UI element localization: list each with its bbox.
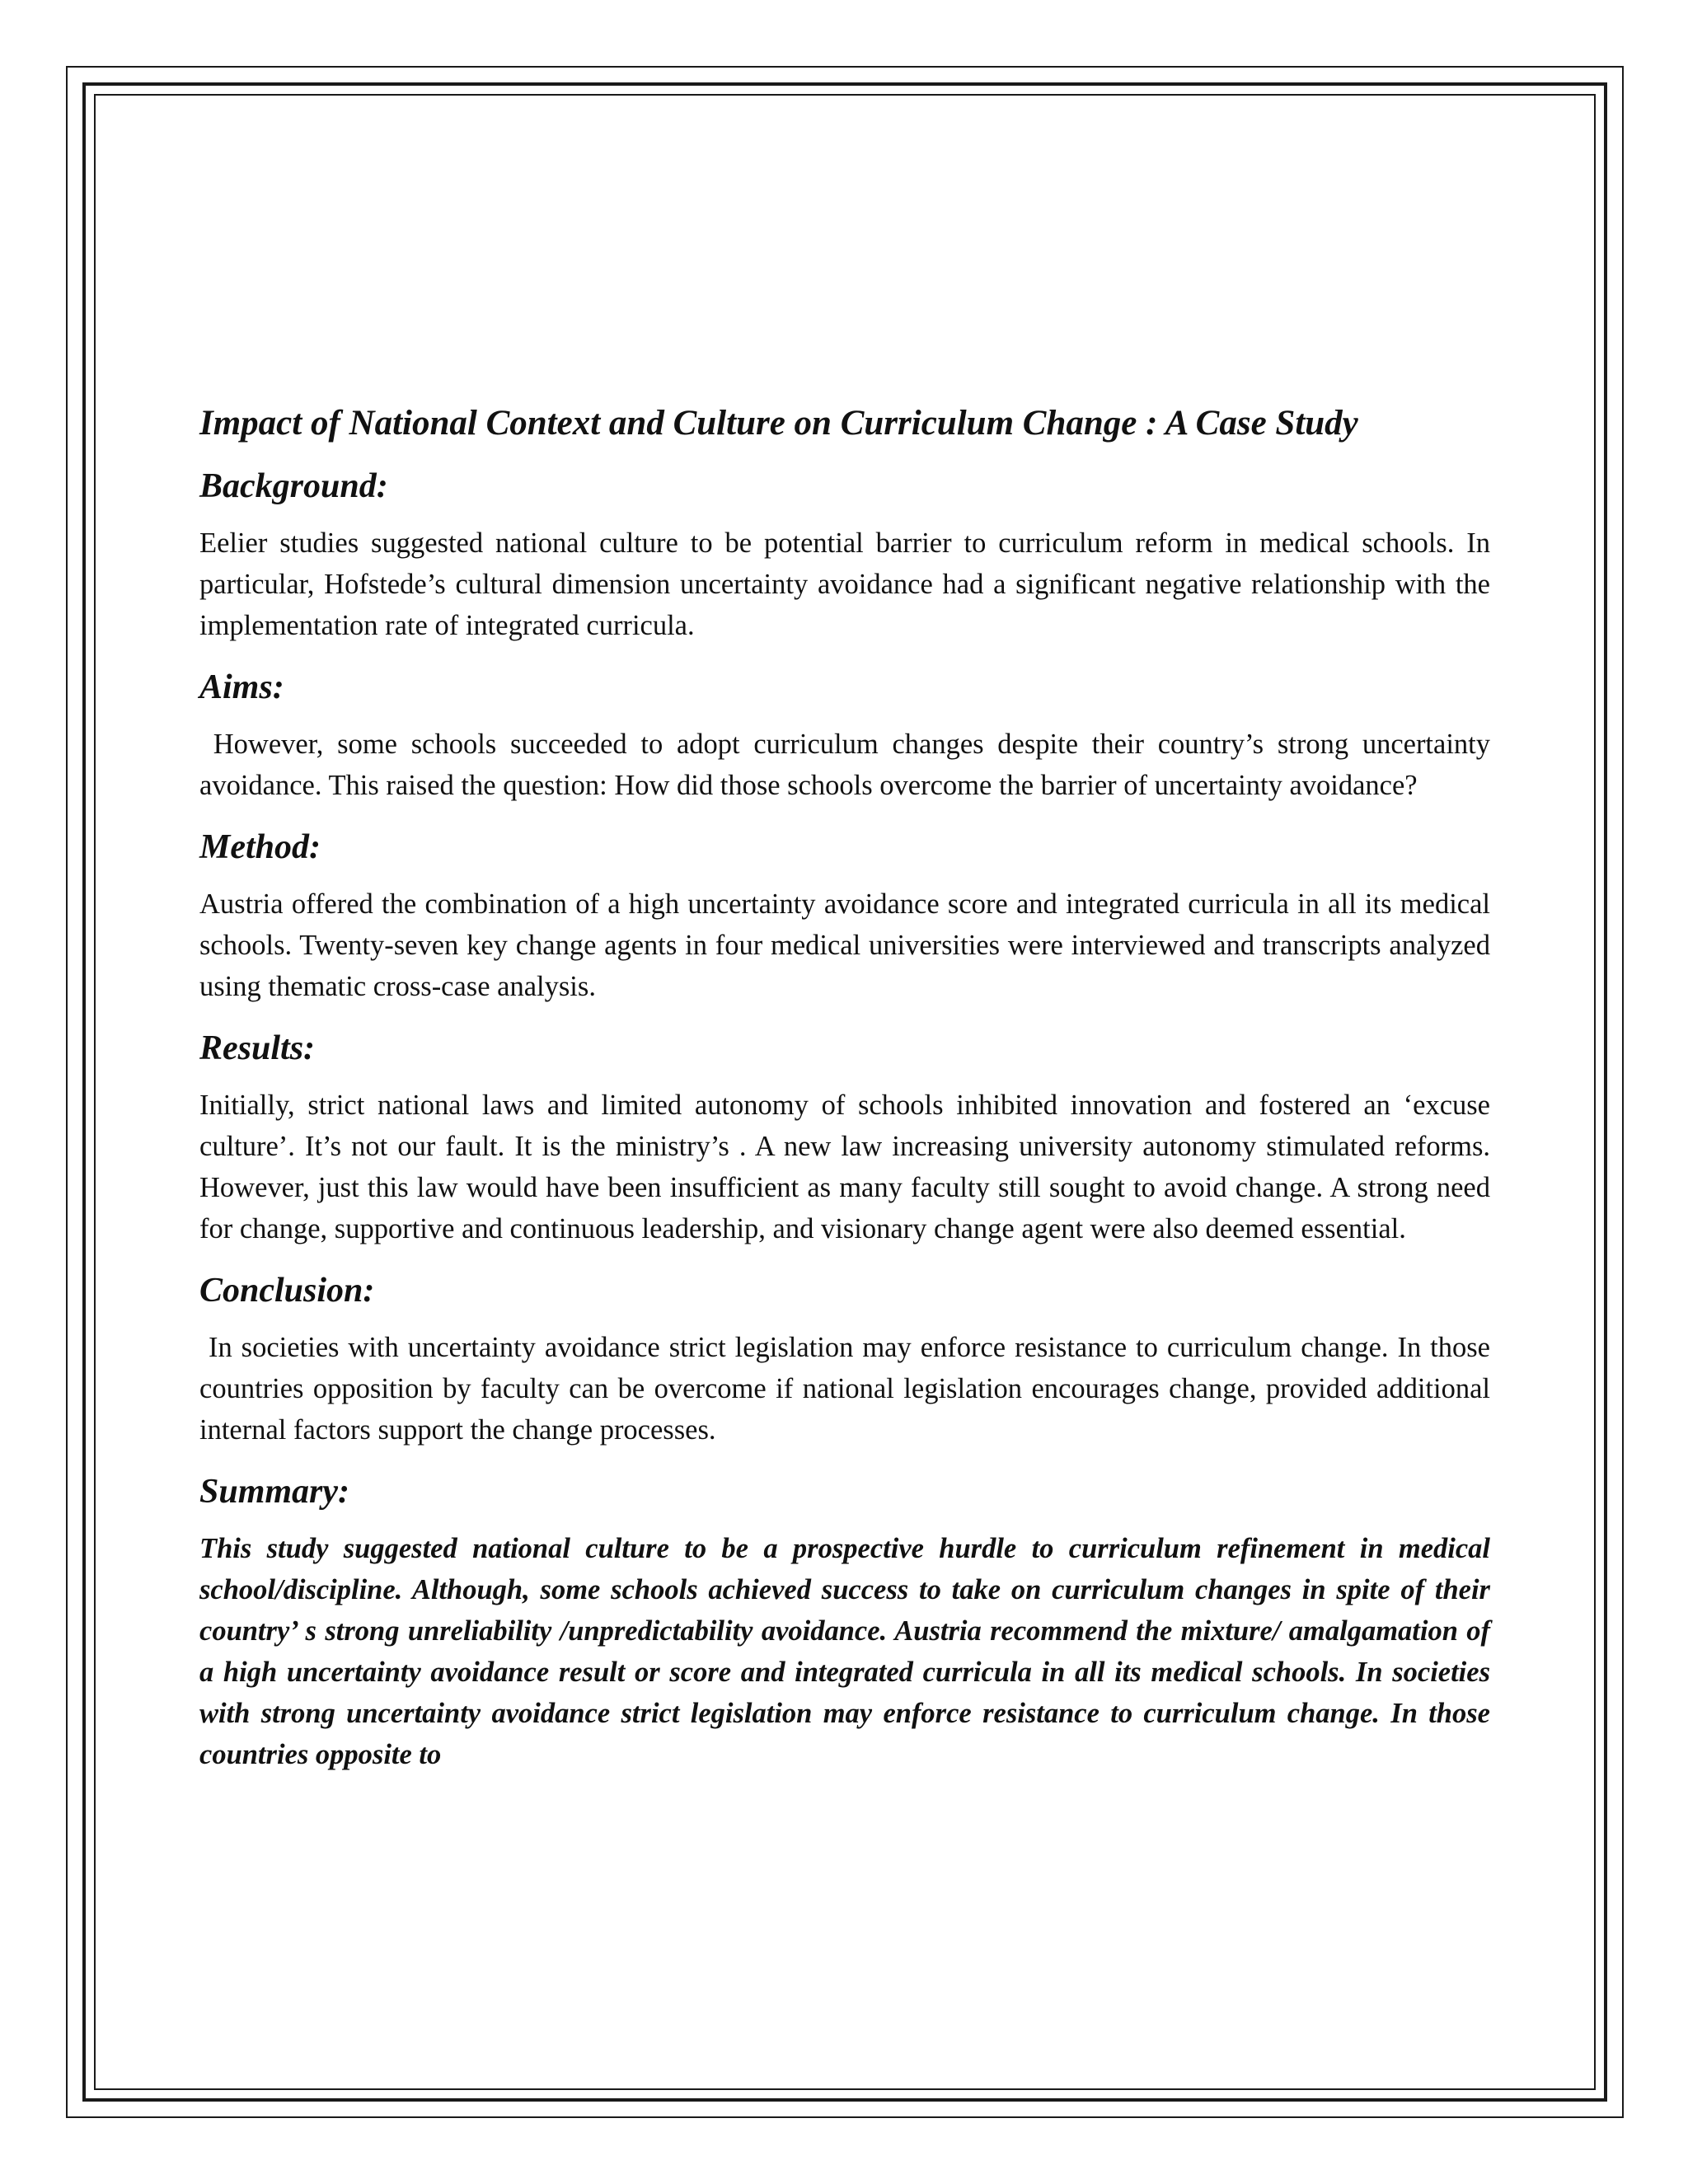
aims-text: However, some schools succeeded to adopt curriculum changes despite their country’s strong uncertainty avoidance. This raised the question: How did those schools overcome the barrier of uncertainty avoidance? [199, 729, 1498, 801]
background-text: Eelier studies suggested national culture to be potential barrier to curriculum reform in medical schools. In particular, Hofstede’s cultural dimension uncertainty avoidance had a significant negative relationship with the implementation rate of integrated curricula. [199, 527, 1490, 641]
results-heading: Results: [199, 1029, 316, 1067]
method-section [199, 826, 1490, 1007]
document-title: Impact of National Context and Culture on Curriculum Change : A Case Study [199, 404, 1358, 443]
method-heading: Method: [199, 828, 321, 866]
aims-section [199, 666, 1498, 806]
aims-heading: Aims: [199, 668, 284, 706]
summary-text: This study suggested national culture to be a prospective hurdle to curriculum refinement in medical school/discipline. Although, some schools achieved success to take on curriculum changes in spite of their country’ s strong unreliability /unpredictability avoidance. Austria recommend the mixture/ amalgamation of a high uncertainty avoidance result or score and integrated curricula in all its medical schools. In societies with strong uncertainty avoidance strict legislation may enforce resistance to curriculum change. In those countries opposite to [199, 1533, 1490, 1770]
summary-heading: Summary: [199, 1473, 350, 1511]
summary-section [199, 1470, 1490, 1775]
results-section [199, 1027, 1490, 1249]
method-text: Austria offered the combination of a high uncertainty avoidance score and integrated curricula in all its medical schools. Twenty-seven key change agents in four medical universities were interviewed and transcripts analyzed using thematic cross-case analysis. [199, 888, 1490, 1002]
conclusion-heading: Conclusion: [199, 1272, 375, 1310]
document-body [199, 401, 1498, 1775]
results-text: Initially, strict national laws and limited autonomy of schools inhibited innovation and fostered an ‘excuse culture’. It’s not our fault. It is the ministry’s . A new law increasing university autonomy stimulated reforms. However, just this law would have been insufficient as many faculty still sought to avoid change. A strong need for change, supportive and continuous leadership, and visionary change agent were also deemed essential. [199, 1090, 1490, 1244]
conclusion-section [199, 1269, 1498, 1451]
conclusion-text: In societies with uncertainty avoidance strict legislation may enforce resistance to curriculum change. In those countries opposition by faculty can be overcome if national legislation encourages change, provided additional internal factors support the change processes. [199, 1332, 1498, 1446]
background-section [199, 465, 1490, 646]
background-heading: Background: [199, 467, 388, 505]
